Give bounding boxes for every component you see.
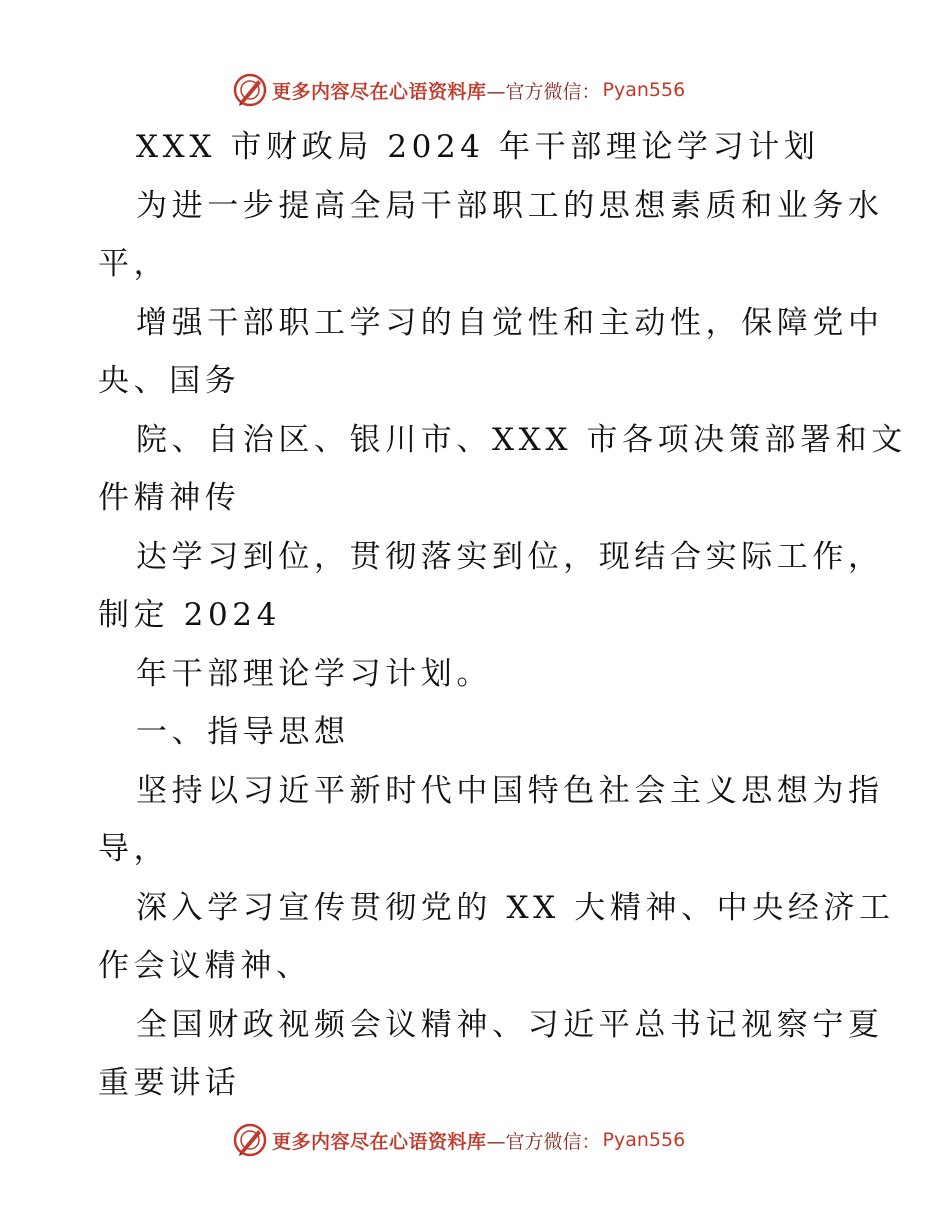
document-body (98, 118, 907, 1113)
pen-logo-icon (232, 72, 268, 108)
document-line: 达学习到位，贯彻落实到位，现结合实际工作， (136, 538, 884, 575)
pen-logo-icon (232, 1122, 268, 1158)
watermark-wechat-id: Pyan556 (602, 1129, 686, 1151)
document-line: 深入学习宣传贯彻党的 XX 大精神、中央经济工 (136, 889, 895, 926)
document-line: 央、国务 (98, 363, 241, 399)
document-line: 全国财政视频会议精神、习近平总书记视察宁夏 (136, 1006, 884, 1043)
watermark-sub-text: —官方微信： (486, 1130, 601, 1153)
document-line: 增强干部职工学习的自觉性和主动性，保障党中 (136, 304, 884, 341)
document-line: 制定 2024 (98, 597, 281, 633)
document-line: 年干部理论学习计划。 (136, 655, 492, 692)
document-line: 一、指导思想 (136, 714, 350, 750)
watermark-header (232, 70, 685, 110)
watermark-wechat-id: Pyan556 (602, 79, 686, 101)
watermark-main-text: 更多内容尽在心语资料库 (272, 1130, 487, 1153)
watermark-main-text: 更多内容尽在心语资料库 (272, 80, 487, 103)
document-line: 作会议精神、 (98, 948, 312, 984)
document-line: 为进一步提高全局干部职工的思想素质和业务水 (136, 187, 884, 224)
document-line: 平， (98, 246, 170, 282)
document-line: XXX 市财政局 2024 年干部理论学习计划 (136, 129, 820, 165)
document-line: 重要讲话 (98, 1065, 241, 1101)
document-line: 坚持以习近平新时代中国特色社会主义思想为指 (136, 772, 884, 809)
document-line: 件精神传 (98, 480, 241, 516)
document-line: 院、自治区、银川市、XXX 市各项决策部署和文 (136, 421, 907, 458)
document-line: 导， (98, 831, 170, 867)
watermark-sub-text: —官方微信： (486, 80, 601, 103)
watermark-footer (232, 1120, 685, 1160)
